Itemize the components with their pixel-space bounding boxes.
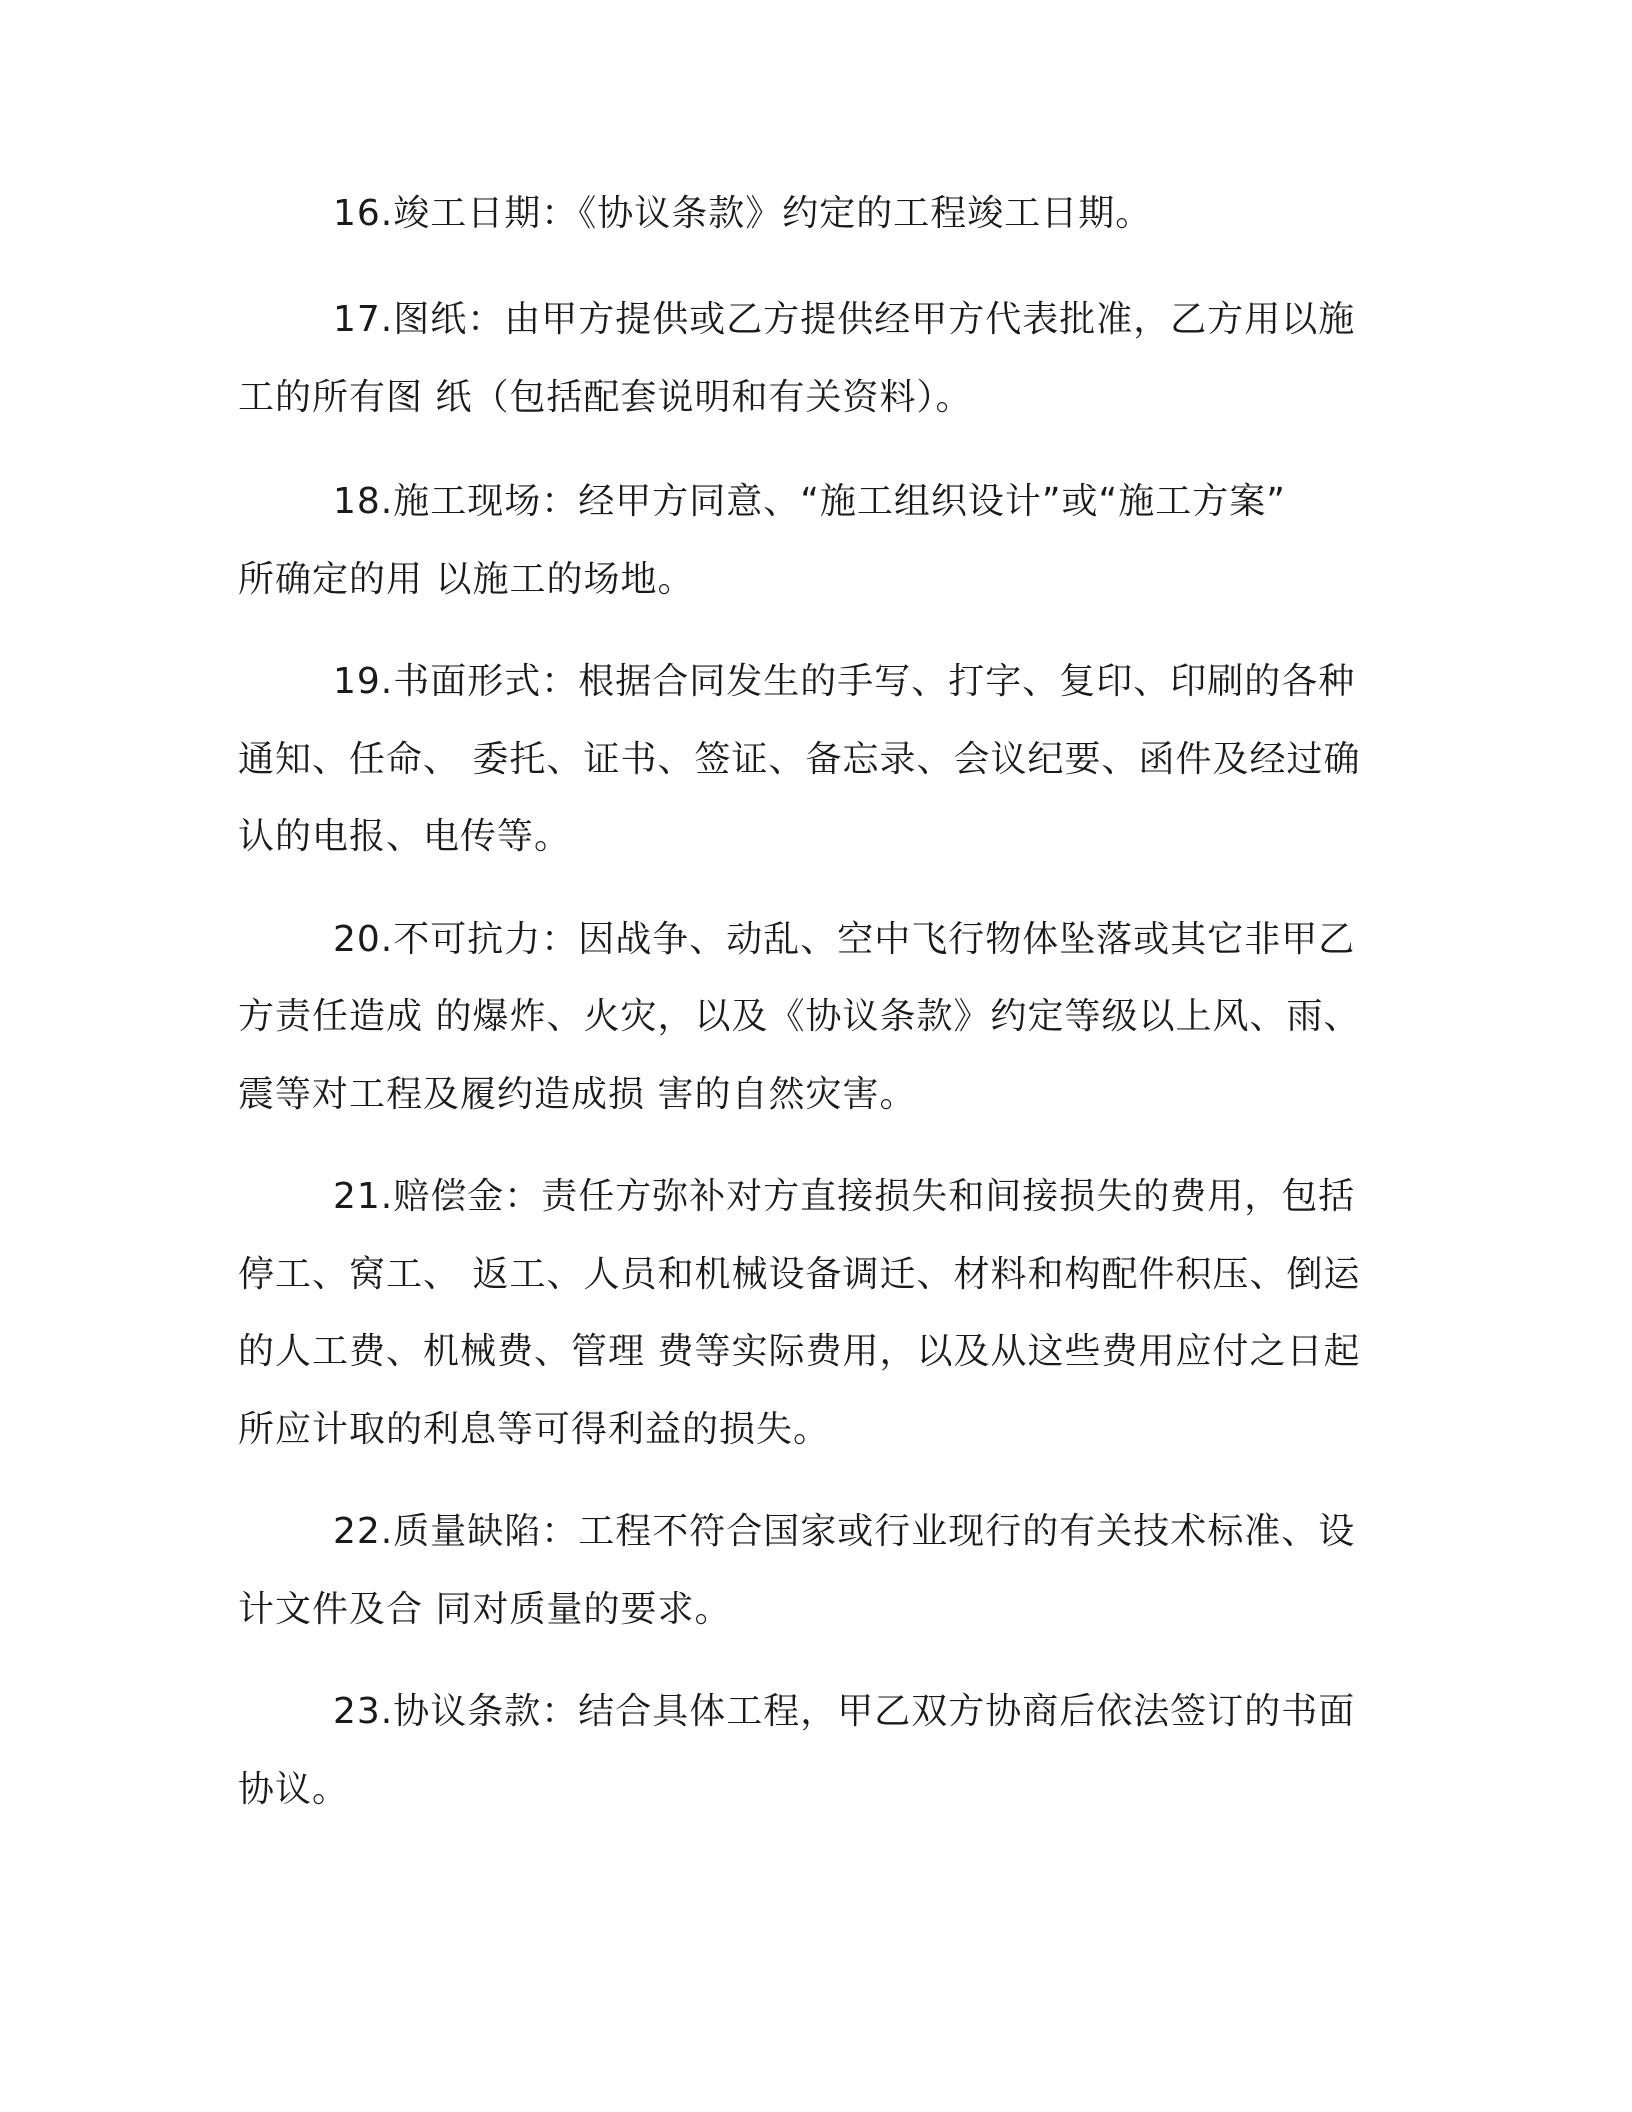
clause-21-line-4: 所应计取的利息等可得利益的损失。 bbox=[238, 1409, 831, 1450]
clause-17-line-1: 17.图纸：由甲方提供或乙方提供经甲方代表批准，乙方用以施 bbox=[333, 299, 1356, 340]
clause-20-line-2: 方责任造成 的爆炸、火灾，以及《协议条款》约定等级以上风、雨、 bbox=[238, 996, 1361, 1037]
clause-21-line-3: 的人工费、机械费、管理 费等实际费用，以及从这些费用应付之日起 bbox=[238, 1331, 1361, 1372]
clause-20-line-3: 震等对工程及履约造成损 害的自然灾害。 bbox=[238, 1074, 917, 1115]
clause-17-line-2: 工的所有图 纸（包括配套说明和有关资料）。 bbox=[238, 377, 973, 418]
clause-21-line-1: 21.赔偿金：责任方弥补对方直接损失和间接损失的费用，包括 bbox=[333, 1176, 1356, 1217]
clause-16-line-1: 16.竣工日期：《协议条款》约定的工程竣工日期。 bbox=[333, 193, 1153, 234]
clause-19-line-2: 通知、任命、 委托、证书、签证、备忘录、会议纪要、函件及经过确 bbox=[238, 739, 1361, 780]
clause-18-line-1: 18.施工现场：经甲方同意、“施工组织设计”或“施工方案” bbox=[333, 481, 1286, 522]
clause-18-line-2: 所确定的用 以施工的场地。 bbox=[238, 559, 695, 600]
clause-19-line-3: 认的电报、电传等。 bbox=[238, 816, 572, 857]
clause-22-line-2: 计文件及合 同对质量的要求。 bbox=[238, 1589, 732, 1630]
clause-21-line-2: 停工、窝工、 返工、人员和机械设备调迁、材料和构配件积压、倒运 bbox=[238, 1254, 1361, 1295]
clause-22-line-1: 22.质量缺陷：工程不符合国家或行业现行的有关技术标准、设 bbox=[333, 1511, 1356, 1552]
clause-20-line-1: 20.不可抗力：因战争、动乱、空中飞行物体坠落或其它非甲乙 bbox=[333, 919, 1356, 960]
clause-23-line-1: 23.协议条款：结合具体工程，甲乙双方协商后依法签订的书面 bbox=[333, 1691, 1356, 1732]
clause-23-line-2: 协议。 bbox=[238, 1769, 350, 1810]
clause-19-line-1: 19.书面形式：根据合同发生的手写、打字、复印、印刷的各种 bbox=[333, 661, 1356, 702]
